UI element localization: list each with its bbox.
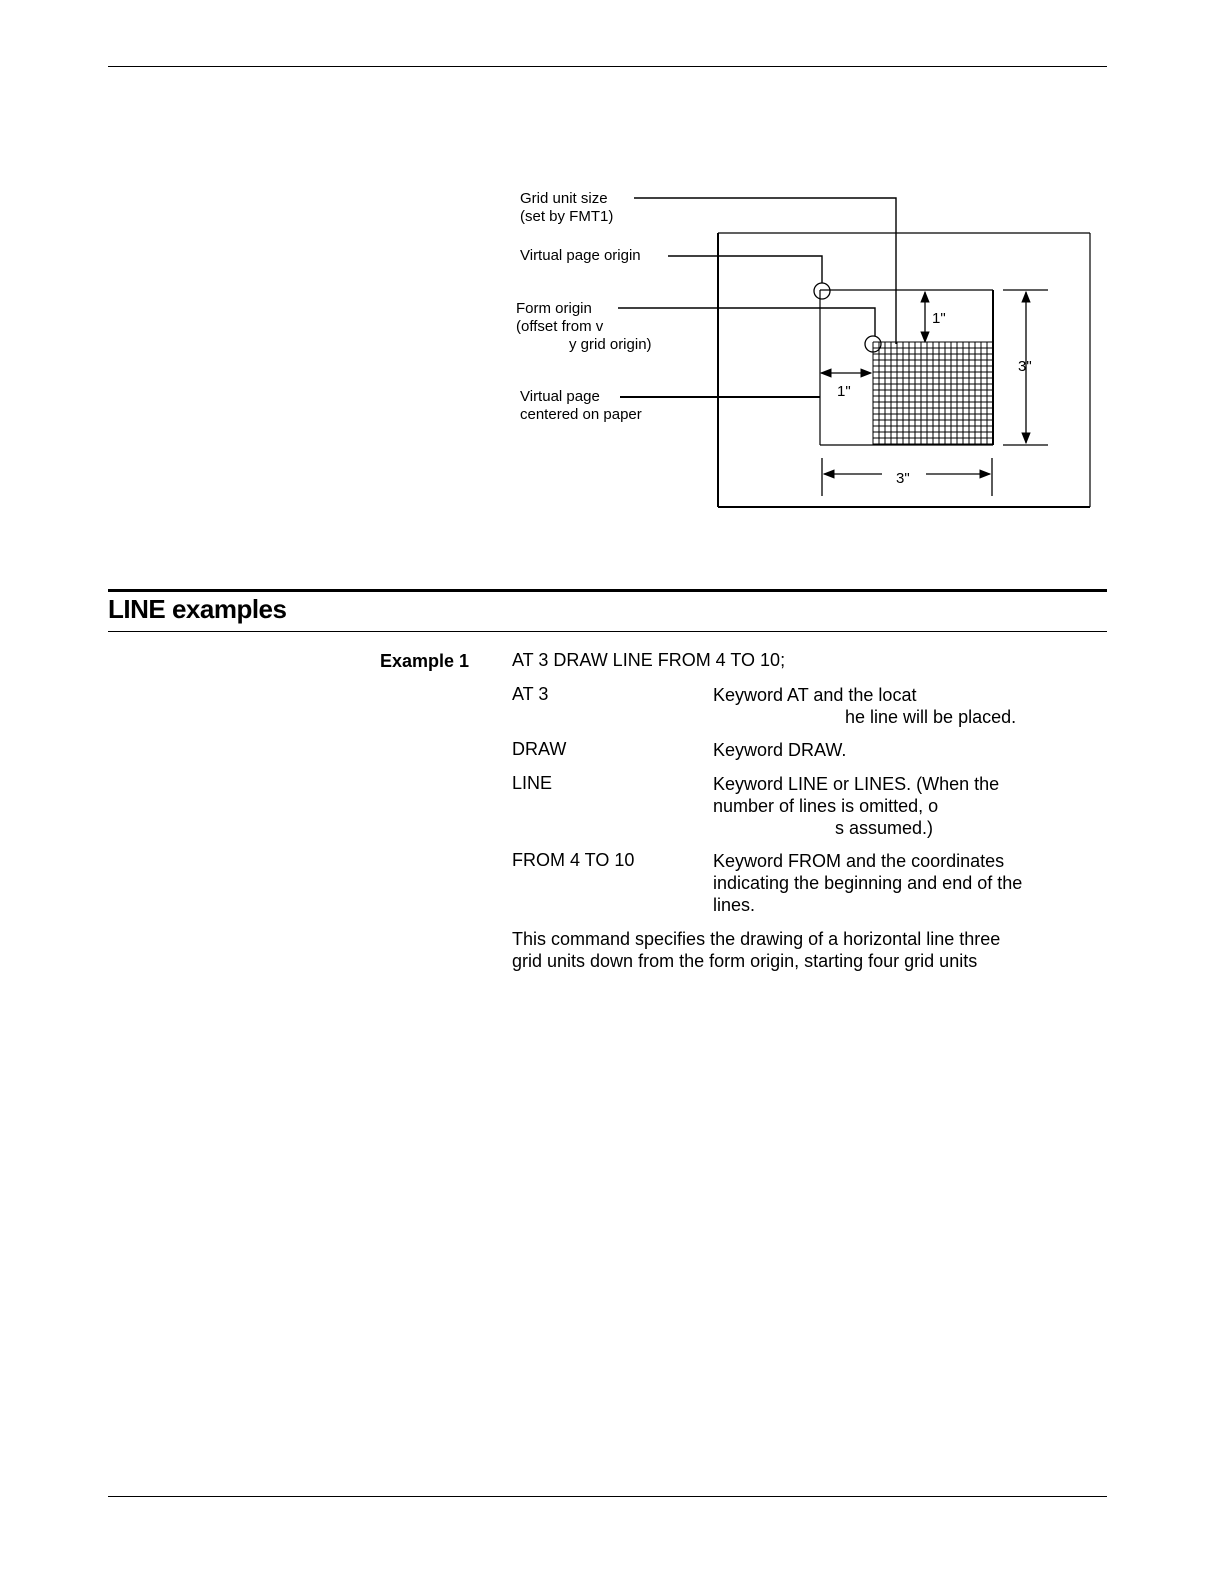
dim-left-offset-label: 1"	[837, 383, 851, 400]
desc-at	[713, 684, 1073, 728]
term-line: LINE	[512, 773, 553, 793]
callout-virtual-page-centered: Virtual page	[520, 388, 600, 405]
desc-at-line: Keyword AT and the locat	[713, 685, 917, 705]
leader-lines	[618, 198, 896, 397]
desc-from-to	[713, 850, 1073, 916]
callout-form-origin: Form origin	[516, 300, 592, 317]
desc-from-to-line: indicating the beginning and end of the	[713, 873, 1023, 893]
form-origin-diagram	[0, 0, 1225, 600]
callout-virtual-page-origin: Virtual page origin	[520, 247, 641, 264]
desc-from-to-line: lines.	[713, 895, 756, 915]
paragraph-line: This command specifies the drawing of a horizontal line three	[512, 929, 1001, 949]
callout-form-origin-sub2: y grid origin)	[569, 336, 652, 353]
dim-top-offset-label: 1"	[932, 310, 946, 327]
section-rule-light	[108, 631, 1107, 632]
dim-width-label: 3"	[896, 470, 910, 487]
callout-grid-unit-size-sub: (set by FMT1)	[520, 208, 614, 225]
term-at: AT 3	[512, 684, 549, 704]
callout-grid-unit-size: Grid unit size	[520, 190, 608, 207]
dim-height-label: 3"	[1018, 358, 1032, 375]
desc-line-line: Keyword LINE or LINES. (When the	[713, 774, 1000, 794]
term-draw: DRAW	[512, 739, 567, 759]
example-explanation	[512, 928, 1072, 972]
paper-outline	[718, 233, 1090, 507]
desc-from-to-line: Keyword FROM and the coordinates	[713, 851, 1005, 871]
desc-draw-line: Keyword DRAW.	[713, 740, 847, 760]
form-grid	[873, 342, 993, 445]
callout-virtual-page-centered-sub: centered on paper	[520, 406, 642, 423]
section-title: LINE examples	[108, 594, 287, 624]
callout-form-origin-sub1: (offset from v	[516, 318, 604, 335]
desc-line	[713, 773, 1073, 839]
virtual-page-outline	[820, 290, 993, 445]
desc-line-line: number of lines is omitted, o	[713, 796, 939, 816]
paragraph-line: grid units down from the form origin, starting four grid units	[512, 951, 978, 971]
bottom-rule	[108, 1496, 1107, 1497]
example-label: Example 1	[380, 651, 470, 671]
desc-at-line: he line will be placed.	[845, 707, 1017, 727]
desc-line-line: s assumed.)	[835, 818, 934, 838]
example-command: AT 3 DRAW LINE FROM 4 TO 10;	[512, 650, 786, 670]
desc-draw	[713, 739, 1073, 761]
virtual-page-origin-marker	[814, 283, 830, 299]
term-from-to: FROM 4 TO 10	[512, 850, 635, 870]
